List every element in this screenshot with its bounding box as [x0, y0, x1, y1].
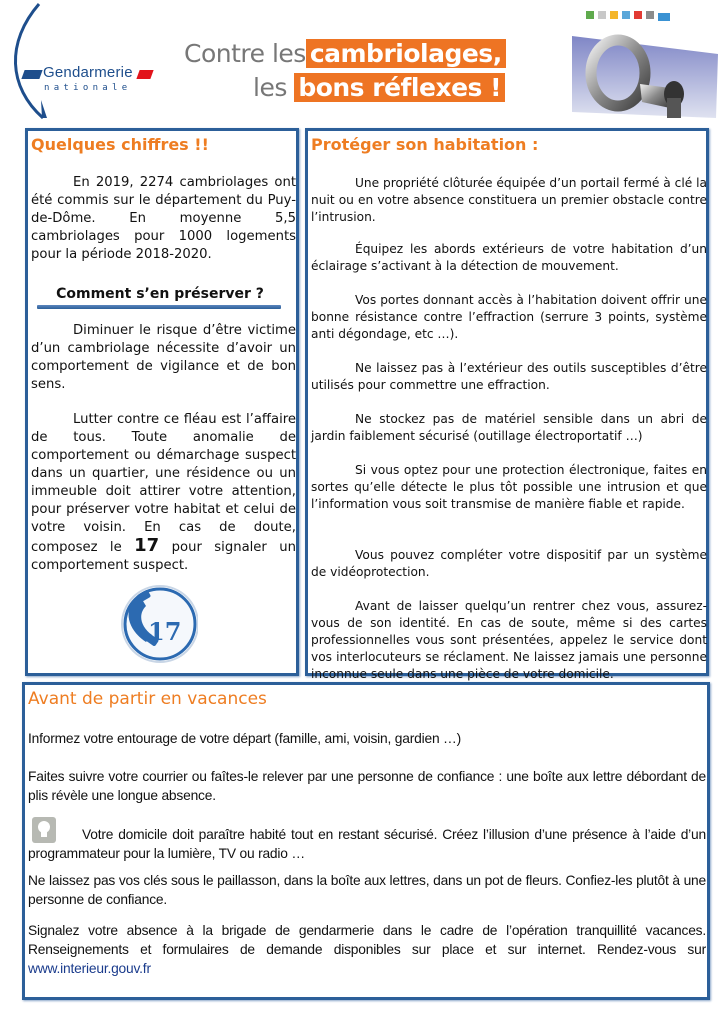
stats-text: En 2019, 2274 cambriolages ont été commis sur le département du Puy-de-Dôme. En moyenne 5,5 cambriolages pour 1000 logements pour la période 2018-2020.: [31, 175, 296, 262]
protect-text-2: Équipez les abords extérieurs de votre habitation d’un éclairage s’activant à la détection de mouvement.: [311, 242, 707, 273]
prevention-paragraph-2: [31, 411, 296, 575]
protect-text-5: Ne stockez pas de matériel sensible dans un abri de jardin faiblement sécurisé (outillage électroportatif …): [311, 412, 707, 443]
subheading-underline: [37, 305, 281, 309]
bulb-icon: [598, 11, 606, 19]
protect-paragraph-8: [311, 598, 707, 683]
vacation-paragraph-3: [28, 817, 706, 863]
alarm-icon: [658, 13, 670, 21]
protect-paragraph-7: [311, 547, 707, 581]
protect-paragraph-3: [311, 292, 707, 343]
protect-text-7: Vous pouvez compléter votre dispositif par un système de vidéoprotection.: [311, 548, 707, 579]
stats-box: [25, 128, 299, 676]
title-line1-highlight: cambriolages,: [306, 39, 506, 68]
stats-paragraph: [31, 174, 296, 264]
protect-paragraph-5: [311, 411, 707, 445]
title-line2: [253, 73, 505, 103]
gendarmerie-logo: [6, 2, 151, 120]
house-icon: [586, 11, 594, 19]
protect-text-3: Vos portes donnant accès à l’habitation doivent offrir une bonne résistance contre l’effraction (serrure 3 points, système anti dégondage, etc …).: [311, 293, 707, 341]
protect-text-4: Ne laissez pas à l’extérieur des outils susceptibles d’être utilisés pour commettre une effraction.: [311, 361, 707, 392]
emergency-number: 17: [134, 535, 160, 556]
keypad-icon: [634, 11, 642, 19]
vacation-paragraph-2: Faites suivre votre courrier ou faîtes-le relever par une personne de confiance : une boîte aux lettre débordant de plis révèle une longue absence.: [28, 769, 706, 803]
vacation-box: [22, 682, 710, 1000]
phone-badge-number: 17: [148, 617, 182, 646]
protect-text-8: Avant de laisser quelqu’un rentrer chez vous, assurez-vous de son identité. En cas de soute, même si des cartes professionnelles vous sont présentées, appelez le service dont vos interlocuteurs se réclament. Ne laissez jamais une personne inconnue seule dans une pièce de votre domicile.: [311, 599, 707, 681]
logo-line1: Gendarmerie: [43, 64, 133, 81]
prevention-text-2a: Lutter contre ce fléau est l’affaire de tous. Toute anomalie de comportement ou démarchage suspect dans un quartier, une résidence ou un immeuble doit attirer votre attention, pour préserver votre habitat et celui de votre voisin. En cas de doute, composez le: [31, 412, 296, 555]
vacation-text-5: Signalez votre absence à la brigade de gendarmerie dans le cadre de l’opération tranquillité vacances. Renseignements et formulaires de demande disponibles sur place et sur internet. Rendez-vous sur: [28, 923, 706, 957]
prevention-paragraph-1: [31, 322, 296, 394]
vacation-title: Avant de partir en vacances: [28, 689, 267, 709]
stats-title: Quelques chiffres !!: [31, 135, 209, 154]
protect-text-6: Si vous optez pour une protection électronique, faites en sortes qu’elle détecte le plus tôt possible une intrusion et que l’information vous soit transmise de manière fiable et rapide.: [311, 463, 707, 511]
protect-paragraph-6: [311, 462, 707, 513]
protect-home-box: [305, 128, 709, 681]
title-line1: [184, 39, 506, 69]
interieur-link[interactable]: www.interieur.gouv.fr: [28, 961, 151, 976]
logo-red-flag: [136, 70, 153, 79]
protect-home-title: Protéger son habitation :: [311, 135, 539, 154]
logo-line2: nationale: [44, 83, 132, 93]
thermometer-icon: [610, 11, 618, 19]
logo-arc-icon: [6, 2, 151, 120]
logo-blue-flag: [21, 70, 42, 79]
prevention-subheading: Comment s’en préserver ?: [56, 286, 264, 302]
prevention-text-2b: pour signaler un comportement suspect.: [31, 540, 296, 573]
title-line2-plain: les: [253, 73, 287, 102]
vacation-paragraph-4: Ne laissez pas vos clés sous le paillasson, dans la boîte aux lettres, dans un pot de fleurs. Confiez-les plutôt à une personne de confiance.: [28, 873, 706, 907]
title-line1-plain: Contre les: [184, 39, 306, 68]
key-illustration: [570, 8, 720, 120]
lock-icon: [622, 11, 630, 19]
protect-paragraph-4: [311, 360, 707, 394]
protect-paragraph-2: [311, 241, 707, 275]
vacation-text-3: Votre domicile doit paraître habité tout en restant sécurisé. Créez l’illusion d’une présence à l’aide d’un programmateur pour la lumière, TV ou radio …: [28, 827, 706, 861]
phone-icon: [646, 11, 654, 19]
title-line2-highlight: bons réflexes !: [294, 73, 505, 102]
protect-text-1: Une propriété clôturée équipée d’un portail fermé à clé la nuit ou en votre absence constituera un premier obstacle contre l’intrusion.: [311, 176, 707, 224]
prevention-text-1: Diminuer le risque d’être victime d’un cambriolage nécessite d’avoir un comportement de vigilance et de bon sens.: [31, 323, 296, 392]
phone-17-badge: [118, 584, 198, 664]
vacation-paragraph-1: Informez votre entourage de votre départ (famille, ami, voisin, gardien …): [28, 731, 462, 746]
header: [0, 0, 724, 122]
lightbulb-icon: [32, 817, 56, 843]
vacation-paragraph-5: [28, 921, 706, 978]
protect-paragraph-1: [311, 175, 707, 226]
